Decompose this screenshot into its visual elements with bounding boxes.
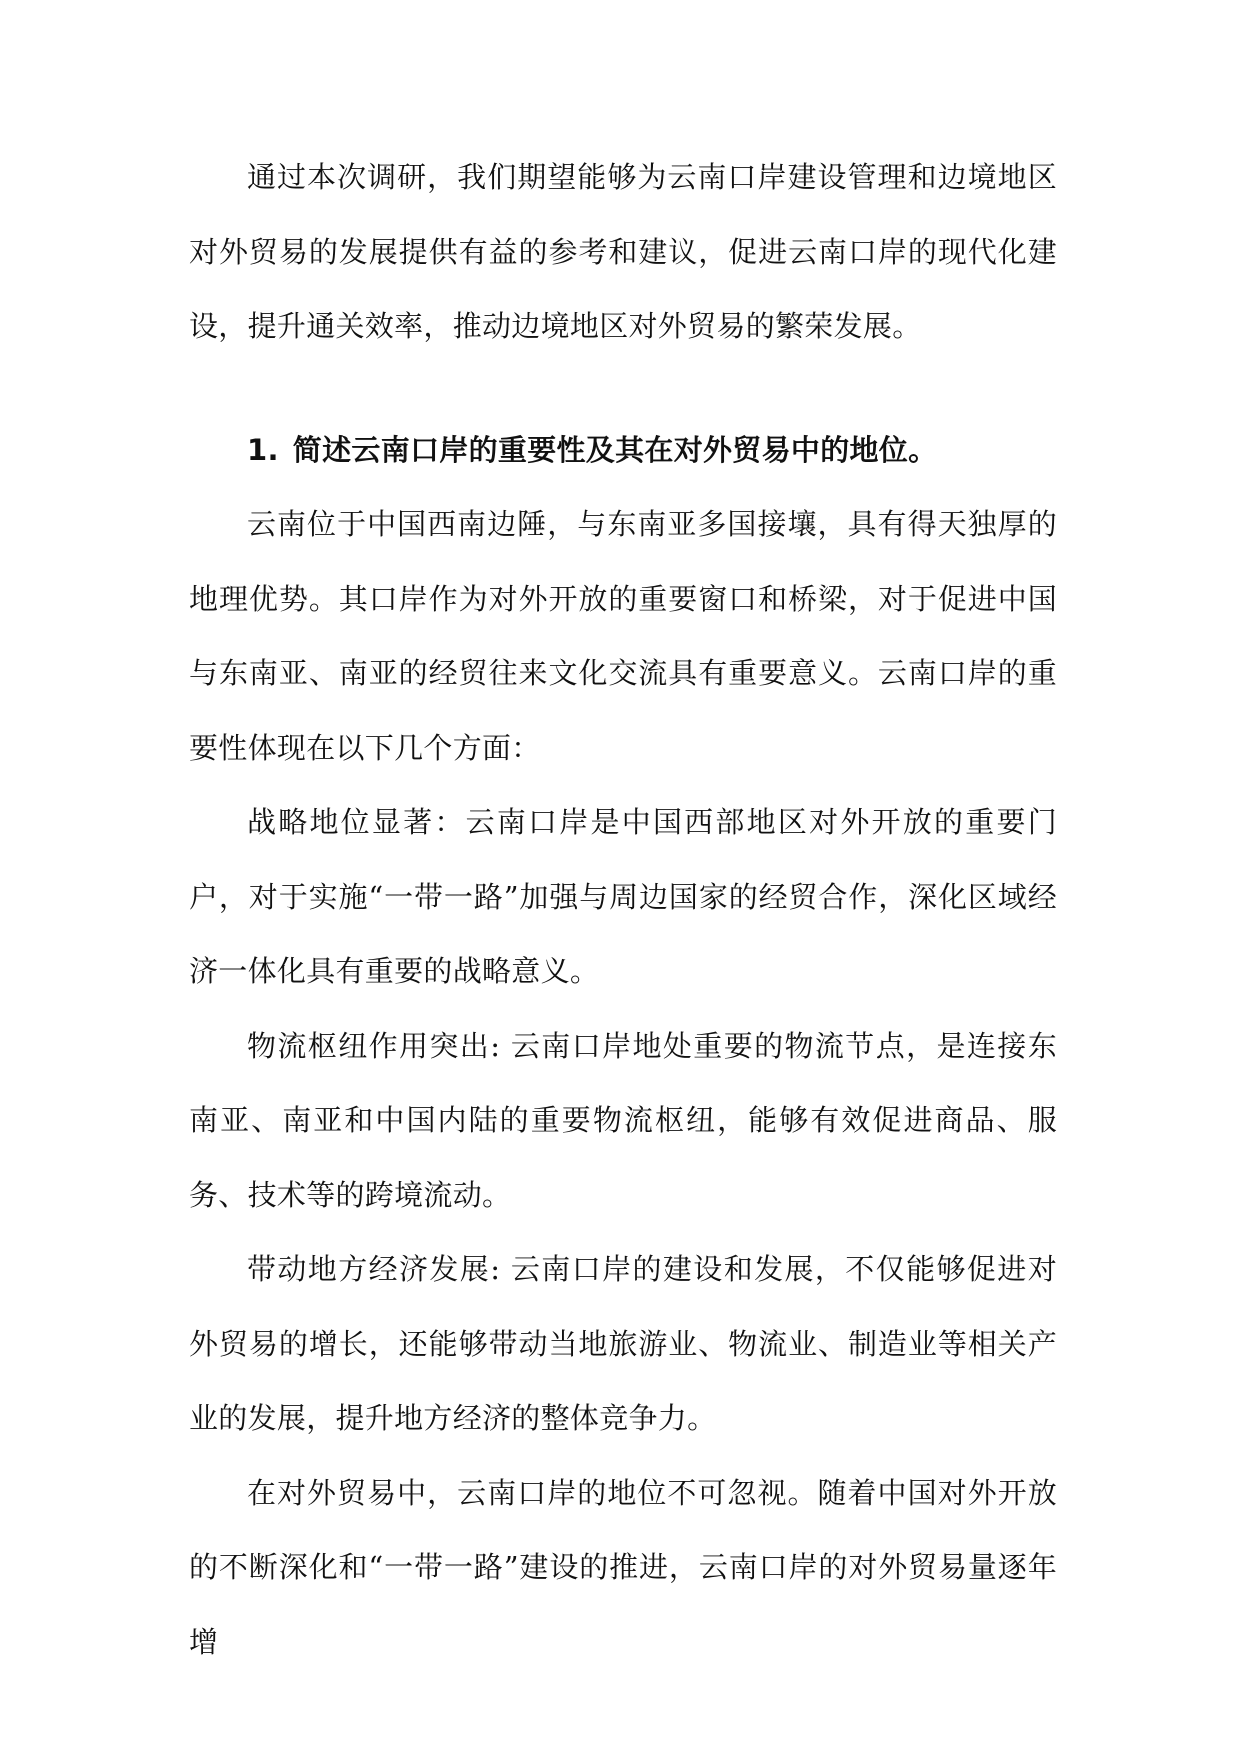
body-paragraph-strategic: 战略地位显著：云南口岸是中国西部地区对外开放的重要门户，对于实施“一带一路”加强与周边国家的经贸合作，深化区域经济一体化具有重要的战略意义。	[189, 805, 1057, 988]
body-paragraph-overview: 云南位于中国西南边陲，与东南亚多国接壤，具有得天独厚的地理优势。其口岸作为对外开放的重要窗口和桥梁，对于促进中国与东南亚、南亚的经贸往来文化交流具有重要意义。云南口岸的重要性体现在以下几个方面：	[189, 507, 1057, 765]
section-title: 简述云南口岸的重要性及其在对外贸易中的地位。	[292, 432, 938, 467]
section-heading	[189, 413, 1057, 488]
document-body	[189, 140, 1057, 1679]
body-paragraph-logistics: 物流枢纽作用突出: 云南口岸地处重要的物流节点，是连接东南亚、南亚和中国内陆的重要物流枢纽，能够有效促进商品、服务、技术等的跨境流动。	[189, 1028, 1057, 1212]
body-paragraph-trade-position: 在对外贸易中，云南口岸的地位不可忽视。随着中国对外开放的不断深化和“一带一路”建设的推进，云南口岸的对外贸易量逐年增	[189, 1475, 1057, 1659]
body-paragraph-economy: 带动地方经济发展: 云南口岸的建设和发展，不仅能够促进对外贸易的增长，还能够带动当地旅游业、物流业、制造业等相关产业的发展，提升地方经济的整体竞争力。	[189, 1252, 1057, 1435]
intro-paragraph: 通过本次调研，我们期望能够为云南口岸建设管理和边境地区对外贸易的发展提供有益的参考和建议，促进云南口岸的现代化建设，提升通关效率，推动边境地区对外贸易的繁荣发展。	[189, 160, 1057, 343]
section-number: 1.	[247, 432, 279, 467]
